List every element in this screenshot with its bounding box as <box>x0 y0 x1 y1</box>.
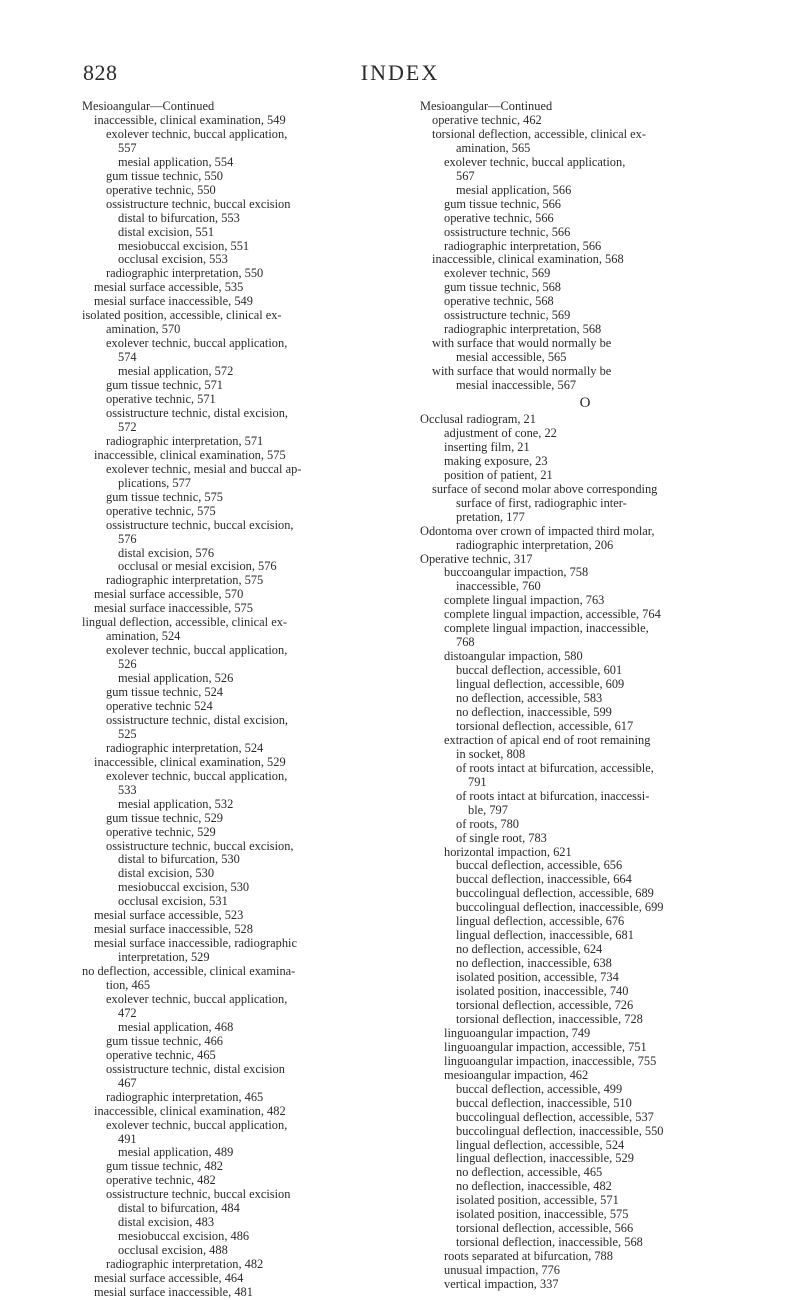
index-entry: ble, 797 <box>468 802 508 817</box>
index-entry: mesial application, 468 <box>118 1019 234 1034</box>
index-entry: ossistructure technic, buccal excision, <box>106 838 294 853</box>
index-entry: with surface that would normally be <box>432 364 612 379</box>
index-entry: radiographic interpretation, 206 <box>456 537 614 552</box>
index-entry: 491 <box>118 1131 137 1146</box>
index-entry: radiographic interpretation, 575 <box>106 573 264 588</box>
index-entry: Operative technic, 317 <box>420 551 533 566</box>
index-entry: 768 <box>456 635 475 650</box>
index-entry: mesial application, 532 <box>118 796 234 811</box>
index-entry: 557 <box>118 140 137 155</box>
index-entry: of roots intact at bifurcation, accessible, <box>456 760 654 775</box>
index-entry: no deflection, accessible, clinical examina- <box>82 964 296 979</box>
page-header <box>0 60 800 90</box>
index-entry: gum tissue technic, 466 <box>106 1033 224 1048</box>
index-entry: amination, 570 <box>106 322 181 337</box>
index-entry: isolated position, accessible, clinical ex- <box>82 308 282 323</box>
index-entry: mesial accessible, 565 <box>456 350 567 365</box>
index-entry: 574 <box>118 350 137 365</box>
index-entry: lingual deflection, accessible, 524 <box>456 1137 625 1152</box>
index-entry: mesial surface accessible, 523 <box>94 908 244 923</box>
index-entry: lingual deflection, accessible, clinical ex- <box>82 615 288 630</box>
index-entry: complete lingual impaction, inaccessible, <box>444 621 649 636</box>
index-entry: operative technic, 566 <box>444 210 554 225</box>
index-entry: of roots intact at bifurcation, inaccessi- <box>456 788 650 803</box>
index-entry: tion, 465 <box>106 978 151 993</box>
index-entry: mesiobuccal excision, 530 <box>118 880 250 895</box>
index-entry: ossistructure technic, buccal excision, <box>106 517 294 532</box>
index-entry: distal to bifurcation, 484 <box>118 1201 240 1216</box>
index-entry: torsional deflection, accessible, 566 <box>456 1221 634 1236</box>
index-entry: making exposure, 23 <box>444 453 548 468</box>
index-entry: exolever technic, buccal application, <box>106 1117 288 1132</box>
index-entry: radiographic interpretation, 571 <box>106 433 264 448</box>
index-entry: amination, 524 <box>106 629 181 644</box>
index-entry: mesial application, 489 <box>118 1145 234 1160</box>
index-entry: operative technic 524 <box>106 698 213 713</box>
index-entry: mesioangular impaction, 462 <box>444 1067 589 1082</box>
index-entry: distal to bifurcation, 553 <box>118 210 240 225</box>
index-column-left <box>82 100 398 1300</box>
index-entry: mesial surface inaccessible, radiographic <box>94 936 297 951</box>
index-entry: mesial application, 526 <box>118 671 234 686</box>
index-entry: mesiobuccal excision, 551 <box>118 238 250 253</box>
index-entry: ossistructure technic, buccal excision <box>106 1187 291 1202</box>
index-entry: radiographic interpretation, 566 <box>444 238 602 253</box>
index-entry: exolever technic, 569 <box>444 266 551 281</box>
index-entry: radiographic interpretation, 524 <box>106 740 264 755</box>
index-entry: no deflection, inaccessible, 638 <box>456 956 612 971</box>
index-entry: ossistructure technic, 566 <box>444 224 571 239</box>
index-entry: mesial surface inaccessible, 528 <box>94 922 253 937</box>
index-entry: mesial surface inaccessible, 575 <box>94 601 253 616</box>
index-entry: mesial inaccessible, 567 <box>456 378 577 393</box>
index-entry: position of patient, 21 <box>444 467 553 482</box>
index-entry: occlusal excision, 553 <box>118 252 228 267</box>
index-entry: buccolingual deflection, accessible, 689 <box>456 886 654 901</box>
index-entry: linguoangular impaction, accessible, 751 <box>444 1039 647 1054</box>
index-entry: operative technic, 482 <box>106 1173 216 1188</box>
index-entry: linguoangular impaction, 749 <box>444 1025 591 1040</box>
index-column-right <box>420 100 750 1292</box>
index-entry: surface of second molar above corresponding <box>432 481 658 496</box>
index-entry: 576 <box>118 531 137 546</box>
index-entry: distal excision, 530 <box>118 866 215 881</box>
index-entry: buccal deflection, accessible, 499 <box>456 1081 623 1096</box>
index-entry: mesial surface accessible, 535 <box>94 280 244 295</box>
index-entry: linguoangular impaction, inaccessible, 755 <box>444 1053 657 1068</box>
index-entry: isolated position, inaccessible, 740 <box>456 984 629 999</box>
index-entry: gum tissue technic, 529 <box>106 810 224 825</box>
index-entry: torsional deflection, accessible, 617 <box>456 718 634 733</box>
index-entry: plications, 577 <box>118 475 191 490</box>
index-entry: amination, 565 <box>456 140 531 155</box>
index-entry: exolever technic, mesial and buccal ap- <box>106 461 302 476</box>
index-entry: interpretation, 529 <box>118 950 210 965</box>
index-entry: 572 <box>118 419 137 434</box>
index-entry: with surface that would normally be <box>432 336 612 351</box>
index-entry: gum tissue technic, 571 <box>106 378 224 393</box>
index-entry: distal excision, 551 <box>118 224 215 239</box>
index-entry: operative technic, 550 <box>106 182 216 197</box>
index-entry: occlusal or mesial excision, 576 <box>118 559 277 574</box>
index-entry: operative technic, 571 <box>106 392 216 407</box>
index-entry: buccal deflection, accessible, 656 <box>456 858 623 873</box>
index-entry: mesial application, 554 <box>118 154 234 169</box>
index-entry: inaccessible, clinical examination, 549 <box>94 112 286 127</box>
index-entry: occlusal excision, 531 <box>118 894 228 909</box>
index-entry: buccal deflection, inaccessible, 510 <box>456 1095 632 1110</box>
index-entry: buccal deflection, inaccessible, 664 <box>456 872 632 887</box>
index-entry: buccal deflection, accessible, 601 <box>456 663 623 678</box>
index-entry: 567 <box>456 168 475 183</box>
index-entry: exolever technic, buccal application, <box>106 336 288 351</box>
index-entry: lingual deflection, accessible, 676 <box>456 914 625 929</box>
index-entry: torsional deflection, inaccessible, 728 <box>456 1011 643 1026</box>
index-entry: ossistructure technic, distal excision, <box>106 405 289 420</box>
index-entry: mesial surface accessible, 464 <box>94 1271 244 1286</box>
index-entry: radiographic interpretation, 550 <box>106 266 264 281</box>
index-entry: roots separated at bifurcation, 788 <box>444 1249 613 1264</box>
index-entry: no deflection, inaccessible, 599 <box>456 704 612 719</box>
index-entry: ossistructure technic, buccal excision <box>106 196 291 211</box>
index-entry: mesial application, 572 <box>118 364 234 379</box>
index-entry: operative technic, 529 <box>106 824 216 839</box>
index-entry: inaccessible, clinical examination, 575 <box>94 447 286 462</box>
index-entry: buccolingual deflection, inaccessible, 699 <box>456 900 664 915</box>
index-entry: distoangular impaction, 580 <box>444 649 583 664</box>
index-entry: buccolingual deflection, accessible, 537 <box>456 1109 654 1124</box>
index-entry: gum tissue technic, 575 <box>106 489 224 504</box>
index-entry: surface of first, radiographic inter- <box>456 495 627 510</box>
index-entry: occlusal excision, 488 <box>118 1243 228 1258</box>
index-entry: inserting film, 21 <box>444 439 530 454</box>
index-entry: distal excision, 576 <box>118 545 215 560</box>
index-entry: Odontoma over crown of impacted third molar, <box>420 523 655 538</box>
page-number: 828 <box>83 60 118 85</box>
index-entry: 472 <box>118 1005 137 1020</box>
index-entry: 467 <box>118 1075 137 1090</box>
index-entry: mesial surface accessible, 570 <box>94 587 244 602</box>
index-entry: adjustment of cone, 22 <box>444 425 557 440</box>
index-entry: operative technic, 462 <box>432 112 542 127</box>
index-entry: inaccessible, clinical examination, 529 <box>94 754 286 769</box>
index-entry: ossistructure technic, distal excision <box>106 1061 285 1076</box>
index-entry: no deflection, accessible, 624 <box>456 942 603 957</box>
index-entry: inaccessible, 760 <box>456 579 541 594</box>
index-entry: 526 <box>118 657 137 672</box>
index-entry: vertical impaction, 337 <box>444 1277 559 1292</box>
index-entry: mesiobuccal excision, 486 <box>118 1229 250 1244</box>
index-entry: exolever technic, buccal application, <box>106 992 288 1006</box>
index-entry: radiographic interpretation, 482 <box>106 1257 264 1272</box>
index-entry: Occlusal radiogram, 21 <box>420 411 536 426</box>
index-entry: mesial application, 566 <box>456 182 572 197</box>
index-entry: ossistructure technic, distal excision, <box>106 712 289 727</box>
index-entry: complete lingual impaction, 763 <box>444 593 605 608</box>
index-entry: gum tissue technic, 566 <box>444 196 562 211</box>
index-entry: 533 <box>118 782 137 797</box>
index-entry: buccolingual deflection, inaccessible, 550 <box>456 1123 664 1138</box>
index-entry: radiographic interpretation, 465 <box>106 1089 264 1104</box>
index-entry: Mesioangular—Continued <box>82 99 215 113</box>
index-entry: operative technic, 575 <box>106 503 216 518</box>
index-entry: torsional deflection, accessible, clinical ex- <box>432 126 646 141</box>
index-entry: mesial surface inaccessible, 549 <box>94 294 253 309</box>
index-entry: no deflection, accessible, 465 <box>456 1165 603 1180</box>
index-entry: operative technic, 568 <box>444 294 554 309</box>
index-entry: distal to bifurcation, 530 <box>118 852 240 867</box>
index-entry: exolever technic, buccal application, <box>444 154 626 169</box>
index-entry: exolever technic, buccal application, <box>106 768 288 783</box>
index-entry: inaccessible, clinical examination, 482 <box>94 1103 286 1118</box>
index-entry: buccoangular impaction, 758 <box>444 565 589 580</box>
index-entry: exolever technic, buccal application, <box>106 126 288 141</box>
index-entry: no deflection, accessible, 583 <box>456 691 603 706</box>
index-entry: radiographic interpretation, 568 <box>444 322 602 337</box>
index-entry: 791 <box>468 774 487 789</box>
index-entry: lingual deflection, inaccessible, 529 <box>456 1151 634 1166</box>
index-entry: isolated position, accessible, 734 <box>456 970 619 985</box>
index-entry: gum tissue technic, 550 <box>106 168 224 183</box>
index-entry: horizontal impaction, 621 <box>444 844 572 859</box>
index-entry: isolated position, inaccessible, 575 <box>456 1207 629 1222</box>
index-entry: gum tissue technic, 524 <box>106 685 224 700</box>
index-entry: gum tissue technic, 568 <box>444 280 562 295</box>
index-entry: isolated position, accessible, 571 <box>456 1193 619 1208</box>
index-entry: gum tissue technic, 482 <box>106 1159 224 1174</box>
index-entry: mesial surface inaccessible, 481 <box>94 1285 253 1300</box>
index-entry: of roots, 780 <box>456 816 519 831</box>
index-entry: Mesioangular—Continued <box>420 99 553 113</box>
index-entry: distal excision, 483 <box>118 1215 215 1230</box>
index-entry: 525 <box>118 726 137 741</box>
index-entry: ossistructure technic, 569 <box>444 308 571 323</box>
index-entry: lingual deflection, accessible, 609 <box>456 677 625 692</box>
index-entry: of single root, 783 <box>456 830 547 845</box>
page-title: INDEX <box>360 60 440 85</box>
index-entry: in socket, 808 <box>456 746 526 761</box>
index-entry: torsional deflection, inaccessible, 568 <box>456 1235 643 1250</box>
index-entry: inaccessible, clinical examination, 568 <box>432 252 624 267</box>
index-entry: unusual impaction, 776 <box>444 1263 560 1278</box>
index-entry: torsional deflection, accessible, 726 <box>456 998 634 1012</box>
index-entry: pretation, 177 <box>456 509 525 524</box>
index-entry: lingual deflection, inaccessible, 681 <box>456 928 634 943</box>
section-letter: O <box>579 395 591 412</box>
index-entry: extraction of apical end of root remaining <box>444 732 651 747</box>
index-entry: no deflection, inaccessible, 482 <box>456 1179 612 1194</box>
index-entry: exolever technic, buccal application, <box>106 643 288 658</box>
index-entry: operative technic, 465 <box>106 1047 216 1062</box>
index-entry: complete lingual impaction, accessible, 764 <box>444 607 661 622</box>
